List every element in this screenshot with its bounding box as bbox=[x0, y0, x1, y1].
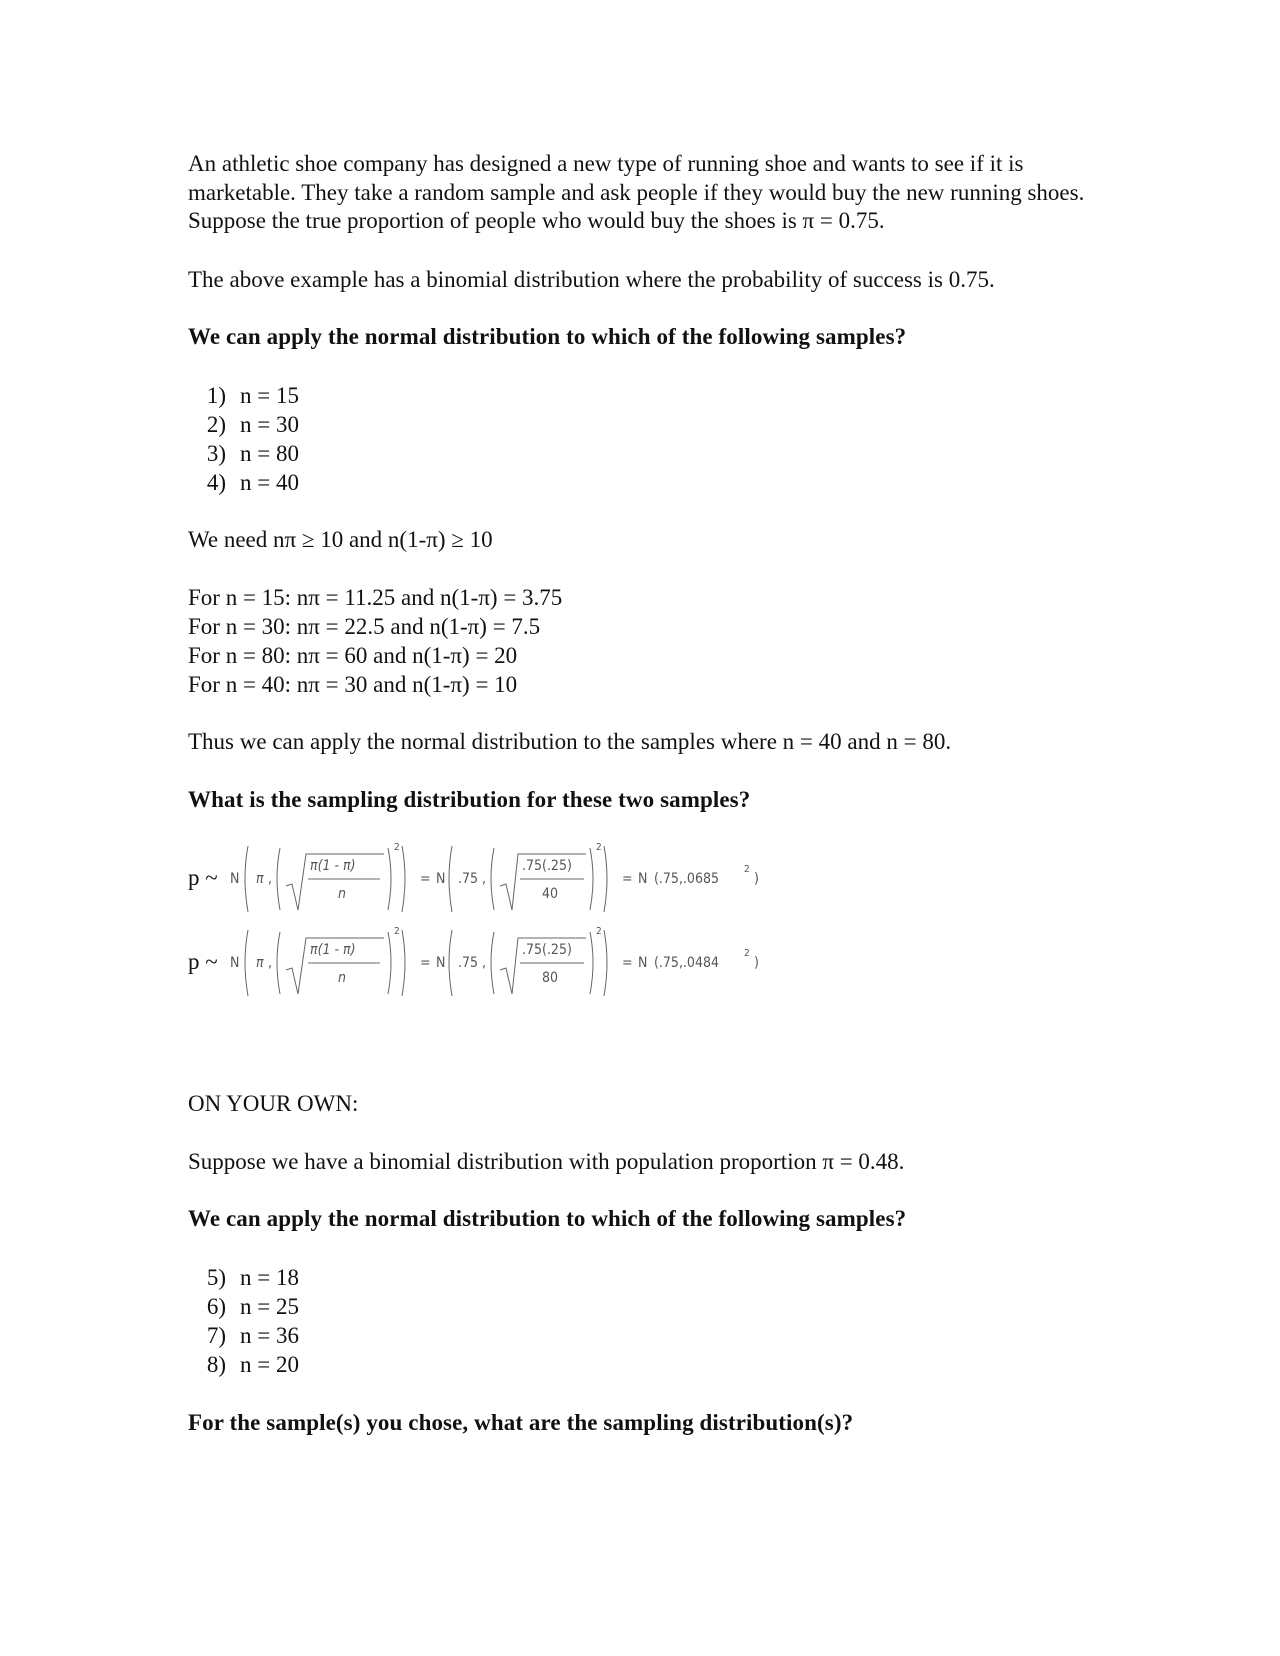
result-exponent: 2 bbox=[744, 948, 750, 959]
option-value: n = 15 bbox=[240, 382, 299, 408]
option-item bbox=[188, 381, 1088, 410]
result-N: N bbox=[638, 871, 648, 887]
calc-line: For n = 40: nπ = 30 and n(1-π) = 10 bbox=[188, 672, 518, 697]
numerator-specific: .75(.25) bbox=[522, 942, 572, 958]
comma: , bbox=[482, 955, 486, 971]
option-value: n = 80 bbox=[240, 440, 299, 466]
comma: , bbox=[482, 871, 486, 887]
intro-paragraph: An athletic shoe company has designed a new type of running shoe and wants to see if it is marketable. They take a random sample and ask people if they would buy the new running shoes. Suppose the true proportion of people who would buy the shoes is π = 0.75. bbox=[188, 151, 1085, 233]
sampling-formula-40 bbox=[188, 836, 1088, 920]
option-number: 8) bbox=[206, 1351, 226, 1377]
right-paren bbox=[604, 846, 607, 912]
option-item bbox=[188, 410, 1088, 439]
option-value: n = 40 bbox=[240, 469, 299, 495]
exponent: 2 bbox=[596, 926, 602, 937]
left-paren-inner bbox=[277, 932, 280, 994]
numerator-general: π(1 - π) bbox=[310, 942, 356, 958]
exponent: 2 bbox=[394, 926, 400, 937]
proportion-value: .75 bbox=[458, 955, 479, 971]
option-item bbox=[188, 1292, 1088, 1321]
formula-graphic bbox=[188, 836, 808, 920]
calc-line: For n = 15: nπ = 11.25 and n(1-π) = 3.75 bbox=[188, 585, 563, 610]
N-symbol: N bbox=[436, 955, 446, 971]
N-symbol: N bbox=[230, 955, 240, 971]
calculation-lines bbox=[188, 583, 1088, 699]
binomial-note: The above example has a binomial distribution where the probability of success is 0.75. bbox=[188, 266, 995, 292]
N-symbol: N bbox=[230, 871, 240, 887]
option-item bbox=[188, 1263, 1088, 1292]
left-paren bbox=[245, 930, 248, 996]
option-item bbox=[188, 468, 1088, 497]
comma: , bbox=[268, 871, 272, 887]
exponent: 2 bbox=[596, 842, 602, 853]
left-paren-inner bbox=[491, 932, 494, 994]
denominator-specific: 40 bbox=[542, 886, 559, 902]
left-paren-inner bbox=[491, 848, 494, 910]
p-hat-label: p ~ bbox=[188, 865, 218, 890]
option-item bbox=[188, 1321, 1088, 1350]
denominator-specific: 80 bbox=[542, 970, 559, 986]
numerator-specific: .75(.25) bbox=[522, 858, 572, 874]
right-paren bbox=[402, 846, 405, 912]
on-your-own-paragraph: Suppose we have a binomial distribution with population proportion π = 0.48. bbox=[188, 1148, 905, 1174]
option-value: n = 20 bbox=[240, 1351, 299, 1377]
formula-graphic bbox=[188, 920, 808, 1004]
question-1: We can apply the normal distribution to which of the following samples? bbox=[188, 324, 907, 349]
result-N: N bbox=[638, 955, 648, 971]
result-exponent: 2 bbox=[744, 864, 750, 875]
option-item bbox=[188, 439, 1088, 468]
option-value: n = 18 bbox=[240, 1264, 299, 1290]
right-paren-inner bbox=[388, 848, 391, 910]
conclusion-text: Thus we can apply the normal distribution to the samples where n = 40 and n = 80. bbox=[188, 729, 952, 754]
left-paren bbox=[245, 846, 248, 912]
document-page bbox=[188, 150, 1088, 1437]
numerator-general: π(1 - π) bbox=[310, 858, 356, 874]
equals-sign: = bbox=[420, 871, 431, 887]
right-paren-inner bbox=[388, 932, 391, 994]
option-number: 2) bbox=[206, 411, 226, 437]
on-your-own-heading: ON YOUR OWN: bbox=[188, 1091, 359, 1116]
options-list-1 bbox=[188, 381, 1088, 497]
left-paren-inner bbox=[277, 848, 280, 910]
equals-sign: = bbox=[420, 955, 431, 971]
option-value: n = 25 bbox=[240, 1293, 299, 1319]
right-paren-inner bbox=[590, 848, 593, 910]
right-paren-inner bbox=[590, 932, 593, 994]
pi-symbol: π bbox=[256, 871, 264, 887]
right-paren bbox=[402, 930, 405, 996]
options-list-2 bbox=[188, 1263, 1088, 1379]
equals-sign: = bbox=[622, 871, 633, 887]
option-number: 3) bbox=[206, 440, 226, 466]
N-symbol: N bbox=[436, 871, 446, 887]
result-close: ) bbox=[754, 871, 759, 887]
exponent: 2 bbox=[394, 842, 400, 853]
pi-symbol: π bbox=[256, 955, 264, 971]
result-args: (.75,.0685 bbox=[654, 871, 719, 887]
calc-line: For n = 30: nπ = 22.5 and n(1-π) = 7.5 bbox=[188, 614, 541, 639]
option-number: 1) bbox=[206, 382, 226, 408]
right-paren bbox=[604, 930, 607, 996]
option-number: 7) bbox=[206, 1322, 226, 1348]
sampling-formula-80 bbox=[188, 920, 1088, 1004]
denominator-general: n bbox=[338, 970, 346, 986]
p-hat-label: p ~ bbox=[188, 949, 218, 974]
result-close: ) bbox=[754, 955, 759, 971]
left-paren bbox=[449, 846, 452, 912]
final-question: For the sample(s) you chose, what are the sampling distribution(s)? bbox=[188, 1409, 854, 1435]
equals-sign: = bbox=[622, 955, 633, 971]
denominator-general: n bbox=[338, 886, 346, 902]
calc-line: For n = 80: nπ = 60 and n(1-π) = 20 bbox=[188, 643, 518, 668]
comma: , bbox=[268, 955, 272, 971]
condition-text: We need nπ ≥ 10 and n(1-π) ≥ 10 bbox=[188, 526, 493, 552]
question-2: What is the sampling distribution for these two samples? bbox=[188, 786, 751, 812]
result-args: (.75,.0484 bbox=[654, 955, 719, 971]
option-item bbox=[188, 1350, 1088, 1379]
question-3: We can apply the normal distribution to which of the following samples? bbox=[188, 1206, 907, 1231]
option-number: 6) bbox=[206, 1293, 226, 1319]
option-number: 5) bbox=[206, 1264, 226, 1290]
left-paren bbox=[449, 930, 452, 996]
option-value: n = 36 bbox=[240, 1322, 299, 1348]
proportion-value: .75 bbox=[458, 871, 479, 887]
option-number: 4) bbox=[206, 469, 226, 495]
option-value: n = 30 bbox=[240, 411, 299, 437]
